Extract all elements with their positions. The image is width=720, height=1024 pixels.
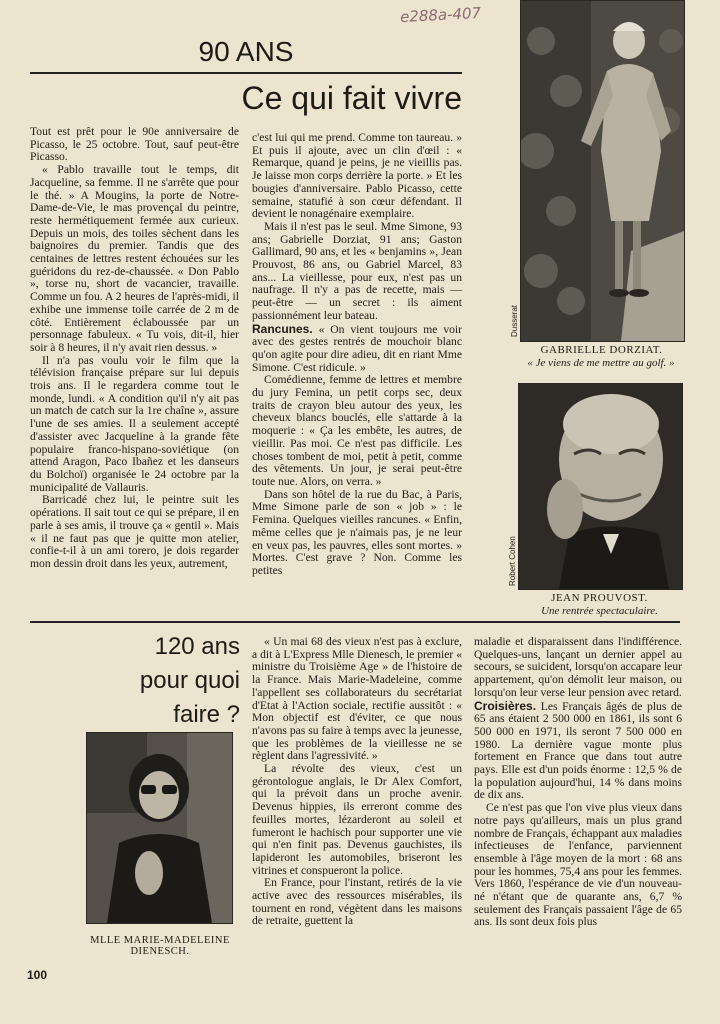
header-rule (30, 72, 462, 74)
page-number: 100 (27, 968, 48, 982)
article-headline: Ce qui fait vivre (241, 80, 462, 116)
headline-line: pour quoi (139, 667, 240, 694)
paragraph: Mais il n'est pas le seul. Mme Simone, 93 ans; Gabrielle Dorziat, 91 ans; Gaston Gallimard, 90 ans, et les « benjamins », Jean Prouvost, 86 ans, ou Gabriel Marcel, 83 ans... La vieillesse, pour eux, n'est pas un naufrage. Il n'y a pas de recette, mais — peut-être — un secret : ils aiment passionnément leur bateau. (252, 219, 462, 322)
paragraph: c'est lui qui me prend. Comme ton taureau. » Et puis il ajoute, avec un clin d'œil : « Remarque, quand je peins, je ne vieillis pas. Je laisse mon corps derrière la porte. » Et les bougies d'anniversaire. Pablo Picasso, cette semaine, statufié à son cœur défendant. Il devient le nonagénaire exemplaire. (252, 131, 462, 221)
paragraph: « Un mai 68 des vieux n'est pas à exclure, a dit à L'Express Mlle Dienesch, le premier « ministre du Troisième Age » de l'histoire de la France. Mais Marie-Madeleine, comme l'appellent ses collaborateurs du secrétariat d'Etat à l'Action sociale, rectifie aussitôt : « Mon objectif est d'éviter, ce que nous n'avons pas su faire à temps avec la jeunesse, que les problèmes de la vieillesse ne se règlent dans l'agressivité. » (252, 635, 462, 763)
paragraph: Barricadé chez lui, le peintre suit les opérations. Il sait tout ce qui se prépare, il en parle à ses amis, il trouve ça « gentil ». Mais « il ne faut pas que je quitte mon atelier, confie-t-il à un ami torero, je dois regarder mon dessin droit dans les yeux, autrement, (30, 493, 239, 570)
photo-marie-madeleine-dienesch (86, 732, 233, 924)
subhead-croisieres: Croisières. (474, 698, 537, 713)
photo-illustration (87, 733, 232, 923)
paragraph: La révolte des vieux, c'est un gérontologue anglais, le Dr Alex Comfort, qui la prévoit dans un proche avenir. Devenus hippies, ils erreront comme des feuilles mortes, lézarderont au soleil et fumeront le hachisch pour supporter une vie qui n'en finit pas. Devenus gauchistes, ils lapideront les automobiles, briseront les vitrines et conspueront la police. (252, 762, 462, 877)
paragraph: En France, pour l'instant, retirés de la vie active avec des ressources misérables, ils tournent en rond, végètent dans les maisons de retraite, guettent la (252, 876, 462, 928)
photo-caption-name: GABRIELLE DORZIAT. (540, 344, 663, 356)
bottom-article-column-3 (474, 636, 682, 929)
photo-jean-prouvost (518, 383, 683, 590)
photo-illustration (521, 1, 684, 341)
photo-illustration (519, 384, 682, 589)
top-article-column-2 (252, 132, 462, 578)
top-article-column-1 (30, 126, 239, 571)
subhead-rancunes: Rancunes. (252, 321, 313, 336)
photo-caption-quote: Une rentrée spectaculaire. (541, 605, 658, 617)
photo-caption-name (80, 935, 240, 957)
photo-gabrielle-dorziat (520, 0, 685, 342)
photo-credit: Dusserat (510, 304, 519, 337)
photo-caption-quote: « Je viens de me mettre au golf. » (527, 357, 675, 369)
headline-line: 120 ans (154, 633, 240, 660)
article-kicker: 90 ANS (198, 36, 294, 67)
paragraph: Il n'a pas voulu voir le film que la télévision française prépare sur lui depuis trois ans. Il le regardera comme tout le monde, lundi. « A condition qu'il n'y ait pas un match de catch sur la 1re chaîne », assure l'une de ses amies. Il a seulement accepté d'assister avec Jacqueline à la grande fête populaire franco-hispano-soviétique (on attend Aragon, Paco Ibañez et les danseurs du Bolchoï) organisée le 24 octobre par la municipalité de Vallauris. (30, 353, 239, 494)
paragraph: « Pablo travaille tout le temps, dit Jacqueline, sa femme. Il ne s'arrête que pour le thé. » A Mougins, la porte de Notre-Dame-de-Vie, le mas provençal du peintre, reste hermétiquement fermée aux curieux. Depuis un mois, des toiles sèchent dans les baignoires du premier. Tandis que des centaines de lettres restent échouées sur les guéridons du rez-de-chaussée. « Don Pablo », torse nu, short de vacancier, travaille. Comme un fou. A 2 heures de l'après-midi, il exhibe une immense toile carrée de 2 m de côté. Entièrement éclaboussée par un personnage fabuleux. « Tu vois, dit-il, hier soir à 8 heures, il n'y avait rien dessus. » (30, 163, 239, 354)
paragraph: « On vient toujours me voir avec des gestes rentrés de mouchoir blanc qu'on agite pour dire adieu, dit en riant Mme Simone. C'est ridicule. » (252, 322, 462, 374)
paragraph: Les Français âgés de plus de 65 ans étaient 2 500 000 en 1861, ils sont 6 500 000 en 1971, ils seront 7 500 000 en 1980. La dernière vague monte plus fortement en France que dans tout autre pays. Elle est d'un poids énorme : 12,5 % de la population aujourd'hui, 14 % dans moins de dix ans. (474, 699, 682, 802)
caption-line: MLLE MARIE-MADELEINE (90, 935, 230, 946)
headline-line: faire ? (173, 701, 240, 728)
caption-line: DIENESCH. (130, 946, 190, 957)
archive-handwritten-note: e288a-407 (399, 3, 482, 27)
paragraph: Ce n'est pas que l'on vive plus vieux dans notre pays qu'ailleurs, mais un plus grand nombre de Français, échappant aux maladies infectieuses de l'enfance, parviennent ensemble à l'âge moyen de la mort : 68 ans pour les hommes, 75,4 ans pour les femmes. Vers 1860, l'espérance de vie d'un nouveau-né n'étant que de quarante ans, 6,7 % seulement des Français passaient l'âge de 65 ans. Ils sont deux fois plus (474, 801, 682, 929)
bottom-article-headline (70, 630, 240, 732)
paragraph: maladie et disparaissent dans l'indifférence. Quelques-uns, lançant un dernier appel au secours, se suicident, lorsqu'on accapare leur appartement, qu'on démolit leur maison, ou lorsqu'on leur verse leur pension avec retard. (474, 635, 682, 699)
section-divider (30, 621, 680, 623)
photo-credit: Robert Cohen (508, 536, 517, 586)
lead-paragraph: Tout est prêt pour le 90e anniversaire de Picasso, le 25 octobre. Tout, sauf peut-être Picasso. (30, 125, 239, 164)
paragraph: Dans son hôtel de la rue du Bac, à Paris, Mme Simone parle de son « job » : le Femina. Quelques vieilles rancunes. « Enfin, même celles que je n'aimais pas, je ne leur en veux pas, les pauvres, elles sont mortes. » Mortes. C'est grave ? Non. Comme les petites (252, 487, 462, 577)
photo-caption-name: JEAN PROUVOST. (551, 592, 648, 604)
paragraph: Comédienne, femme de lettres et membre du jury Femina, un petit corps sec, deux traits de crayon bleu autour des yeux, les cheveux blancs bouclés, elle s'attarde à la moquerie : « Ça les embête, les autres, de vieillir. Pas moi. Ce n'est pas difficile. Les choses tombent de moi, petit à petit, comme des vêtements. Un jour, je serai peut-être toute nue. Alors, on verra. » (252, 373, 462, 488)
bottom-article-column-2 (252, 636, 462, 928)
